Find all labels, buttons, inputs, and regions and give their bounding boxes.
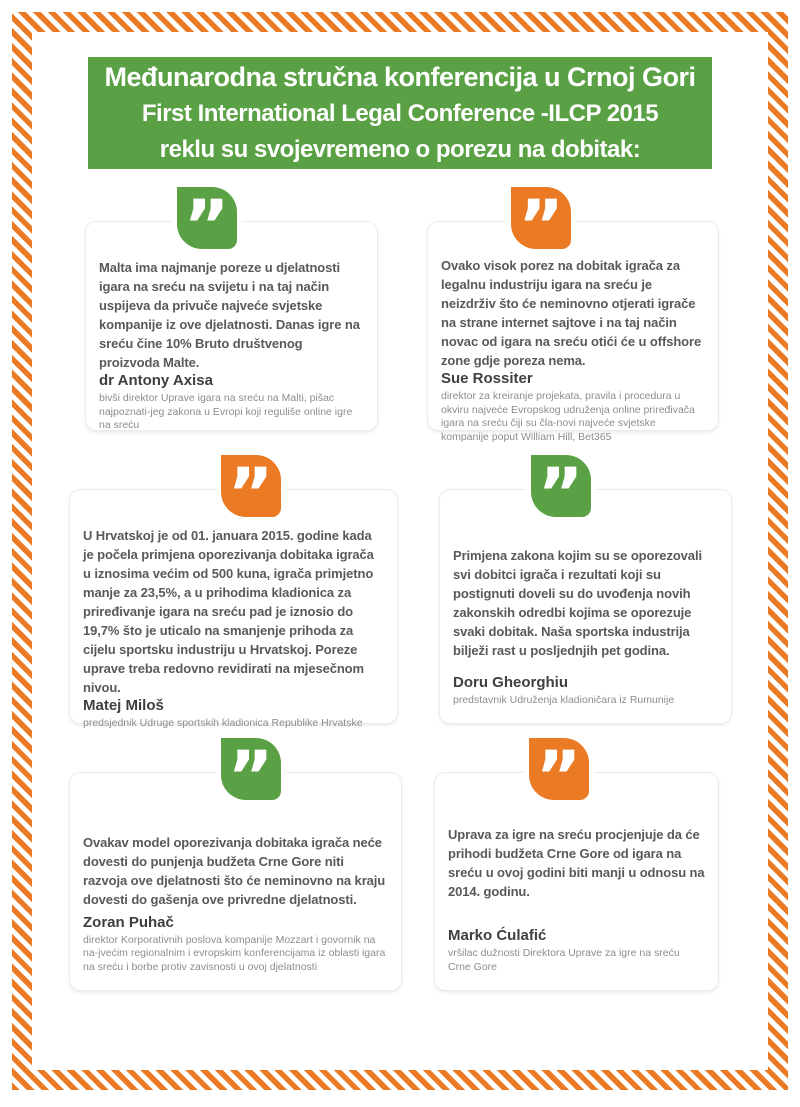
quote-icon: [506, 182, 576, 267]
quote-card: [428, 185, 718, 443]
quote-icon: [172, 182, 242, 267]
quotation-marks-glyph: ”: [183, 185, 230, 267]
author-name: Doru Gheorghiu: [453, 673, 568, 691]
author-name: Marko Ćulafić: [448, 927, 547, 944]
quote-text: Malta ima najmanje poreze u djelatnosti igara na sreću na svijetu i na taj način uspijeva da privuče najveće svjetske kompanije iz ove djelatnosti. Danas igre na sreću čine 10% Bruto društvenog proizvoda Malte.: [99, 260, 360, 370]
quotation-marks-glyph: ”: [227, 453, 274, 535]
author-role: vršilac dužnosti Direktora Uprave za igre na sreću Crne Gore: [448, 947, 680, 973]
quote-icon: [526, 450, 596, 535]
author-role: bivši direktor Uprave igara na sreću na Malti, pišac najpoznati-jeg zakona u Evropi koji reguliše online igre na sreću: [99, 392, 353, 431]
quote-card: [86, 185, 377, 431]
quotation-marks-glyph: ”: [535, 736, 582, 818]
author-name: Zoran Puhač: [83, 913, 174, 931]
author-block: [448, 927, 705, 974]
header-line-1: Međunarodna stručna konferencija u Crnoj Gori: [104, 61, 696, 92]
quote-card: [70, 453, 397, 729]
author-block: [99, 372, 364, 433]
quote-icon: [216, 733, 286, 818]
author-name: Sue Rossiter: [441, 370, 533, 387]
author-role: predstavnik Udruženja kladioničara iz Rumunije: [453, 693, 675, 706]
author-block: [453, 674, 718, 708]
header-line-2: First International Legal Conference -ILCP 2015: [141, 99, 659, 127]
quote-text: U Hrvatskoj je od 01. januara 2015. godine kada je počela primjena oporezivanja dobitaka igrača u iznosima većim od 500 kuna, igrača primjetno manje za 23,5%, a u prihodima kladionica za priređivanje igara na sreću pad je iznosio do 19,7% što je uticalo na smanjenje prihoda za cijelu sportsku industriju u Hrvatskoj. Poreze uprave treba redovno revidirati na mjesečnom nivou.: [83, 528, 374, 695]
author-block: [83, 697, 384, 731]
header-line-3: reklu su svojevremeno o porezu na dobitak:: [159, 135, 641, 163]
author-role: direktor Korporativnih poslova kompanije Mozzart i govornik na na-jvećim regionalnim i evropskim konferencijama iz oblasti igara na sreću i borbe protiv zavisnosti u ovoj djelatnosti: [83, 933, 386, 973]
quote-card: [70, 736, 401, 990]
quote-card: [435, 736, 718, 990]
author-block: [441, 370, 705, 444]
author-name: Matej Miloš: [83, 697, 164, 714]
quotation-marks-glyph: ”: [537, 453, 584, 535]
quotation-marks-glyph: ”: [227, 736, 274, 818]
header-banner: [88, 57, 712, 169]
author-role: predsjednik Udruge sportskih kladionica Republike Hrvatske: [83, 717, 363, 729]
quote-text: Primjena zakona kojim su se oporezovali svi dobitci igrača i rezultati koji su postignuti doveli su do uvođenja novih zakonskih odredbi kojima se oporezuje svaki dobitak. Naša sportska industrija bilježi rast u posljednjih pet godina.: [453, 548, 702, 658]
author-role: direktor za kreiranje projekata, pravila i procedura u okviru najveće Evropskog udruženja online priređivača igara na sreću čiji su čla-novi najveće svjetske kompanije poput William Hill, Bet365: [441, 390, 695, 443]
quote-icon: [524, 733, 594, 818]
quote-text: Ovako visok porez na dobitak igrača za legalnu industriju igara na sreću je neizdrživ što će neminovno otjerati igrače na strane internet sajtove i na taj način novac od igara na sreću otići će u offshore zone gdje poreza nema.: [441, 258, 702, 368]
quote-text: Ovakav model oporezivanja dobitaka igrača neće dovesti do punjenja budžeta Crne Gore niti razvoja ove djelatnosti što će neminovno na kraju dovesti do gašenja ove privredne djelatnosti.: [83, 835, 386, 907]
quote-card: [440, 453, 731, 723]
quote-icon: [216, 450, 286, 535]
quote-text: Uprava za igre na sreću procjenjuje da će prihodi budžeta Crne Gore od igara na sreću u ovoj godini biti manji u odnosu na 2014. godinu.: [448, 827, 705, 899]
quotation-marks-glyph: ”: [517, 185, 564, 267]
author-name: dr Antony Axisa: [99, 372, 213, 389]
author-block: [83, 914, 388, 975]
